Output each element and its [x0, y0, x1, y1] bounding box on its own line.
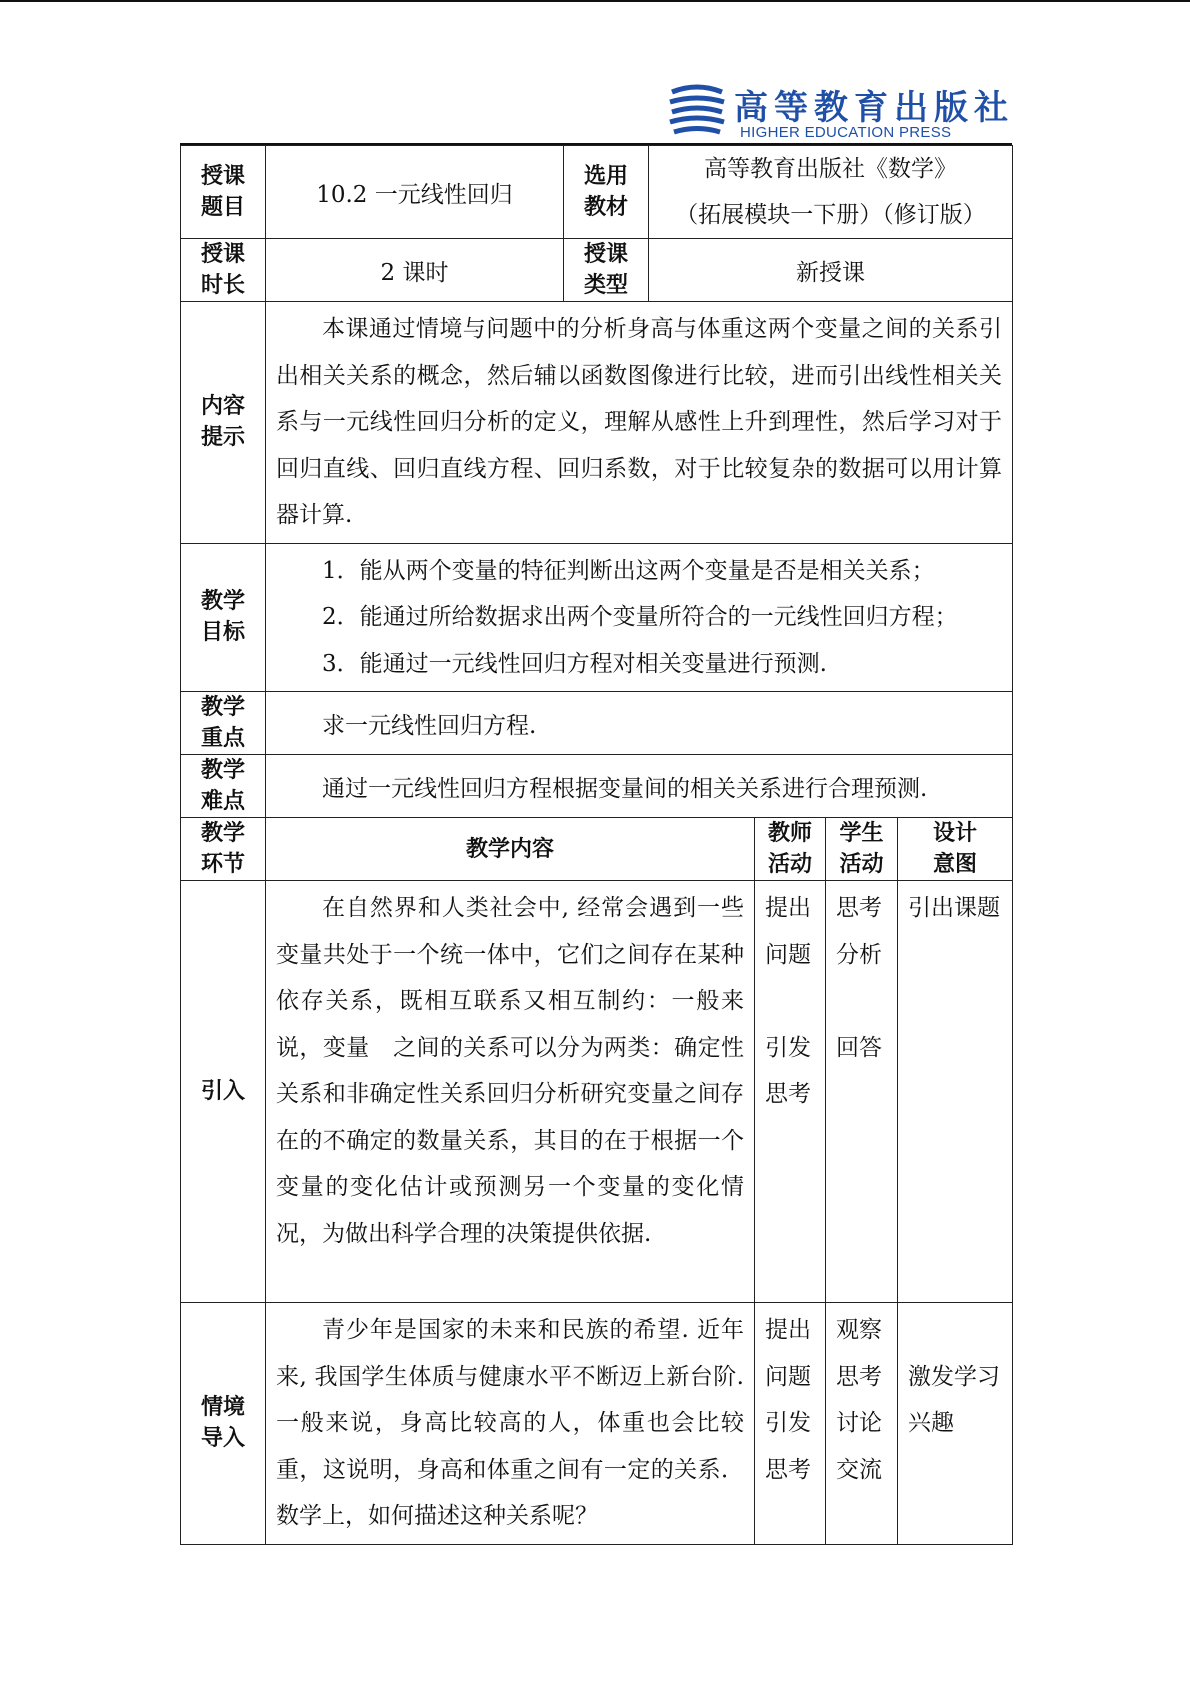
intent-line	[908, 1307, 1012, 1354]
row-content	[181, 302, 1013, 544]
goal-item: 3．能通过一元线性回归方程对相关变量进行预测.	[322, 650, 827, 677]
process-row-intro	[181, 881, 1013, 1303]
content-header: 教学内容	[266, 818, 755, 881]
stage-intro: 引入	[181, 881, 266, 1303]
stage-header: 教学环节	[181, 818, 266, 881]
intent-line: 兴趣	[908, 1410, 954, 1436]
process-header-row	[181, 818, 1013, 881]
scenario-design-intent	[898, 1303, 1013, 1545]
key-point-label: 教学重点	[181, 692, 266, 755]
activity-line	[836, 978, 897, 1025]
goal-item: 1．能从两个变量的特征判断出这两个变量是否是相关关系；	[322, 557, 935, 584]
topic-value: 10.2 一元线性回归	[266, 146, 564, 239]
intro-design-intent	[898, 881, 1013, 1303]
activity-line: 分析	[836, 941, 882, 968]
activity-line: 思考	[765, 1456, 811, 1483]
intro-teacher-activity	[755, 881, 826, 1303]
publisher-logo	[668, 80, 1014, 142]
key-point-text: 求一元线性回归方程.	[266, 692, 1013, 755]
difficulty-label: 教学难点	[181, 755, 266, 818]
type-label: 授课类型	[564, 239, 649, 302]
content-label: 内容提示	[181, 302, 266, 544]
duration-value: 2 课时	[266, 239, 564, 302]
difficulty-text: 通过一元线性回归方程根据变量间的相关关系进行合理预测.	[266, 755, 1013, 818]
publisher-logo-icon	[668, 82, 726, 136]
intent-line: 引出课题	[908, 895, 1000, 921]
goals-list	[266, 543, 1013, 692]
teacher-activity-header: 教师活动	[755, 818, 826, 881]
row-topic	[181, 146, 1013, 239]
goals-label: 教学目标	[181, 543, 266, 692]
activity-line: 回答	[836, 1034, 882, 1061]
row-key-point	[181, 692, 1013, 755]
publisher-name-cn: 高等教育出版社	[734, 88, 1014, 128]
scenario-student-activity	[826, 1303, 898, 1545]
intent-line: 激发学习	[908, 1363, 1000, 1390]
row-duration	[181, 239, 1013, 302]
student-activity-header: 学生活动	[826, 818, 898, 881]
activity-line: 提出	[765, 1317, 811, 1343]
activity-line: 讨论	[836, 1410, 882, 1436]
activity-line: 提出	[765, 895, 811, 921]
goal-item: 2．能通过所给数据求出两个变量所符合的一元线性回归方程；	[322, 604, 958, 630]
activity-line: 交流	[836, 1456, 882, 1483]
textbook-line1: 高等教育出版社《数学》	[704, 156, 957, 182]
stage-scenario: 情境导入	[181, 1303, 266, 1545]
activity-line: 观察	[836, 1317, 882, 1343]
duration-label: 授课时长	[181, 239, 266, 302]
activity-line	[765, 978, 825, 1025]
design-intent-header: 设计意图	[898, 818, 1013, 881]
publisher-name-en: HIGHER EDUCATION PRESS	[740, 124, 952, 141]
row-goals	[181, 543, 1013, 692]
activity-line: 思考	[765, 1081, 811, 1107]
activity-line: 引发	[765, 1034, 811, 1061]
type-value: 新授课	[649, 239, 1013, 302]
content-text: 本课通过情境与问题中的分析身高与体重这两个变量之间的关系引出相关关系的概念，然后辅以函数图像进行比较，进而引出线性相关关系与一元线性回归分析的定义，理解从感性上升到理性，然后学习对于回归直线、回归直线方程、回归系数，对于比较复杂的数据可以用计算器计算.	[266, 302, 1013, 544]
textbook-value	[649, 146, 1013, 239]
topic-label: 授课题目	[181, 146, 266, 239]
scenario-content: 青少年是国家的未来和民族的希望. 近年来, 我国学生体质与健康水平不断迈上新台阶. 一般来说，身高比较高的人，体重也会比较重，这说明，身高和体重之间有一定的关系．数学上，如何描述这种关系呢？	[266, 1303, 755, 1545]
activity-line: 思考	[836, 895, 882, 921]
textbook-line2: （拓展模块一下册）（修订版）	[675, 202, 986, 228]
row-difficulty	[181, 755, 1013, 818]
textbook-label: 选用教材	[564, 146, 649, 239]
intro-content: 在自然界和人类社会中, 经常会遇到一些变量共处于一个统一体中，它们之间存在某种依存关系，既相互联系又相互制约：一般来说，变量 之间的关系可以分为两类：确定性关系和非确定性关系回归分析研究变量之间存在的不确定的数量关系，其目的在于根据一个变量的变化估计或预测另一个变量的变化情况，为做出科学合理的决策提供依据.	[266, 881, 755, 1303]
scenario-teacher-activity	[755, 1303, 826, 1545]
page-top-border	[0, 0, 1190, 2]
intro-student-activity	[826, 881, 898, 1303]
activity-line: 引发	[765, 1410, 811, 1436]
activity-line: 思考	[836, 1363, 882, 1390]
process-row-scenario	[181, 1303, 1013, 1545]
activity-line: 问题	[765, 941, 811, 968]
activity-line: 问题	[765, 1363, 811, 1390]
lesson-plan-table	[180, 145, 1013, 1545]
